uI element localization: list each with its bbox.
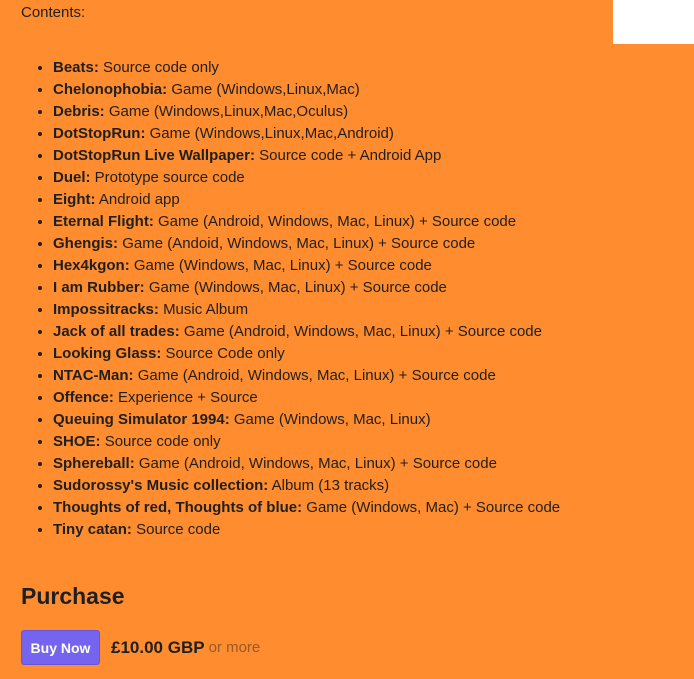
item-name: DotStopRun: [53, 125, 146, 142]
list-item [53, 431, 673, 453]
item-name: Jack of all trades: [53, 323, 180, 340]
list-item [53, 233, 673, 255]
item-name: Hex4kgon: [53, 257, 130, 274]
purchase-heading: Purchase [21, 583, 125, 609]
item-name: Eternal Flight: [53, 213, 154, 230]
item-description: Game (Android, Windows, Mac, Linux) + Source code [137, 367, 496, 384]
item-description: Music Album [163, 301, 249, 318]
contents-list [0, 57, 673, 541]
list-item [53, 101, 673, 123]
item-name: Looking Glass: [53, 345, 162, 362]
item-description: Source code + Android App [259, 147, 442, 164]
item-name: DotStopRun Live Wallpaper: [53, 147, 255, 164]
item-description: Game (Android, Windows, Mac, Linux) + Source code [138, 455, 497, 472]
list-item [53, 79, 673, 101]
list-item [53, 189, 673, 211]
item-description: Game (Android, Windows, Mac, Linux) + Source code [183, 323, 542, 340]
item-name: Sudorossy's Music collection: [53, 477, 269, 494]
list-item [53, 211, 673, 233]
item-description: Experience + Source [118, 389, 258, 406]
list-item [53, 365, 673, 387]
item-description: Android app [98, 191, 180, 208]
item-description: Source code only [103, 59, 219, 76]
buy-now-button[interactable]: Buy Now [21, 630, 100, 665]
item-description: Game (Android, Windows, Mac, Linux) + Source code [158, 213, 517, 230]
item-description: Album (13 tracks) [271, 477, 390, 494]
item-name: Eight: [53, 191, 96, 208]
list-item [53, 145, 673, 167]
item-name: Beats: [53, 59, 99, 76]
list-item [53, 299, 673, 321]
item-name: Duel: [53, 169, 91, 186]
item-name: Chelonophobia: [53, 81, 168, 98]
item-name: Ghengis: [53, 235, 119, 252]
item-description: Game (Windows,Linux,Mac,Oculus) [108, 103, 349, 120]
item-name: Tiny catan: [53, 521, 132, 538]
item-description: Game (Windows,Linux,Mac,Android) [149, 125, 394, 142]
list-item [53, 167, 673, 189]
item-description: Game (Windows,Linux,Mac) [171, 81, 360, 98]
list-item [53, 255, 673, 277]
list-item [53, 453, 673, 475]
item-name: I am Rubber: [53, 279, 145, 296]
list-item [53, 57, 673, 79]
white-corner-panel [613, 0, 694, 44]
contents-label: Contents: [21, 4, 86, 21]
item-name: Offence: [53, 389, 114, 406]
list-item [53, 387, 673, 409]
item-description: Source code [136, 521, 221, 538]
item-name: NTAC-Man: [53, 367, 134, 384]
item-description: Source code only [104, 433, 221, 450]
list-item [53, 519, 673, 541]
list-item [53, 123, 673, 145]
list-item [53, 277, 673, 299]
item-description: Game (Windows, Mac, Linux) + Source code [133, 257, 432, 274]
item-description: Game (Andoid, Windows, Mac, Linux) + Source code [122, 235, 476, 252]
item-description: Prototype source code [94, 169, 245, 186]
list-item [53, 343, 673, 365]
item-name: Debris: [53, 103, 105, 120]
item-description: Game (Windows, Mac) + Source code [306, 499, 561, 516]
item-name: SHOE: [53, 433, 101, 450]
or-more-label: or more [208, 639, 261, 656]
item-name: Sphereball: [53, 455, 135, 472]
list-item [53, 321, 673, 343]
list-item [53, 475, 673, 497]
item-description: Source Code only [165, 345, 285, 362]
list-item [53, 497, 673, 519]
item-name: Queuing Simulator 1994: [53, 411, 230, 428]
item-name: Impossitracks: [53, 301, 159, 318]
item-name: Thoughts of red, Thoughts of blue: [53, 499, 303, 516]
price-label: £10.00 GBP [111, 637, 205, 657]
item-description: Game (Windows, Mac, Linux) + Source code [148, 279, 447, 296]
list-item [53, 409, 673, 431]
purchase-row [21, 630, 260, 665]
item-description: Game (Windows, Mac, Linux) [233, 411, 431, 428]
